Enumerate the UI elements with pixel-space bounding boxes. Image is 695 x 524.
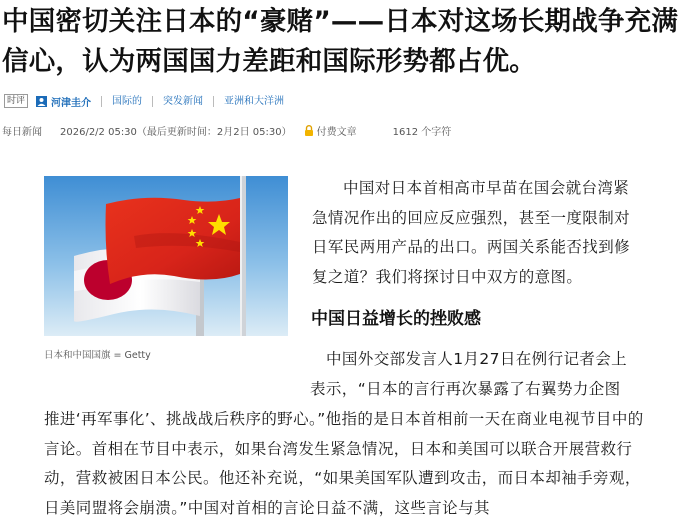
paragraph-body-start: 中国外交部发言人1月27日在例行记者会上表示，“日本的言行再次暴露了右翼势力企图 (310, 350, 628, 398)
article-tags-row (2, 92, 294, 110)
photo-caption: 日本和中国国旗 = Getty (44, 350, 151, 361)
article-meta-row (2, 123, 469, 138)
category-badge: 时评 (4, 94, 28, 108)
article-title: 中国密切关注日本的“豪赌”——日本对这场长期战争充满信心，认为两国国力差距和国际形势都占优。 (2, 6, 679, 77)
tag-link-breaking-news[interactable]: 突发新闻 (152, 96, 213, 107)
author-icon (36, 96, 47, 107)
section-heading: 中国日益增长的挫败感 (311, 309, 481, 329)
source-label: 每日新闻 (2, 127, 42, 138)
char-count: 1612 个字符 (392, 127, 452, 138)
timestamp: 2026/2/2 05:30（最后更新时间：2月2日 05:30） (60, 127, 292, 138)
author-name: 河津圭介 (51, 97, 92, 109)
article-photo (44, 176, 288, 336)
flags-image (44, 176, 288, 336)
author-link[interactable] (36, 94, 91, 109)
tag-link-international[interactable]: 国际的 (101, 96, 152, 107)
tag-link-asia-oceania[interactable]: 亚洲和大洋洲 (213, 96, 294, 107)
paid-article-label: 付费文章 (316, 127, 357, 138)
paid-article-badge (304, 123, 375, 138)
paragraph-body-continued: 推进‘再军事化’、挑战战后秩序的野心。”他指的是日本首相前一天在商业电视节目中的言论。首相在节目中表示，如果台湾发生紧急情况，日本和美国可以联合开展营救行动，营救被困日本公民。他还补充说，“如果美国军队遭到攻击，而日本却袖手旁观，日美同盟将会崩溃。”中国对首相的言论日益不满，这些言论与其 (44, 410, 644, 518)
lock-icon (304, 125, 314, 136)
paragraph-lead: 中国对日本首相高市早苗在国会就台湾紧急情况作出的回应反应强烈，甚至一度限制对日军民两用产品的出口。两国关系能否找到修复之道？我们将探讨日中双方的意图。 (312, 179, 631, 287)
